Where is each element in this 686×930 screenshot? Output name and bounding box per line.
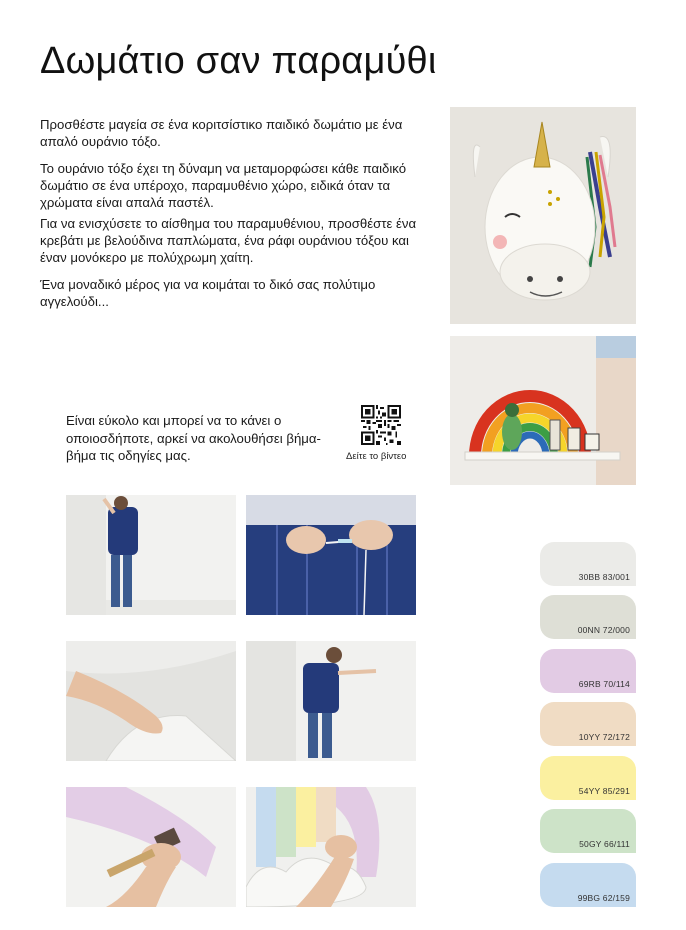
- swatch-code: 30BB 83/001: [578, 572, 630, 582]
- watch-video-label[interactable]: Δείτε το βίντεο: [346, 451, 407, 462]
- swatch-code: 10YY 72/172: [578, 732, 630, 742]
- color-swatch[interactable]: [540, 809, 636, 853]
- color-swatch[interactable]: [540, 595, 636, 639]
- step-photo-4: [246, 641, 416, 761]
- color-swatch[interactable]: [540, 649, 636, 693]
- easy-instructions-text: Είναι εύκολο και μπορεί να το κάνει ο οποιοσδήποτε, αρκεί να ακολουθήσει βήμα-βήμα τις οδηγίες μας.: [66, 413, 321, 463]
- color-swatch[interactable]: [540, 756, 636, 800]
- color-swatch[interactable]: [540, 702, 636, 746]
- swatch-code: 54YY 85/291: [578, 786, 630, 796]
- swatch-code: 00NN 72/000: [577, 625, 630, 635]
- color-swatch[interactable]: [540, 542, 636, 586]
- intro-paragraph-3: Για να ενισχύσετε το αίσθημα του παραμυθένιου, προσθέστε ένα κρεβάτι με βελούδινα παπλώματα, ένα ράφι ουράνιου τόξου και έναν μονόκερο με πολύχρωμη χαίτη.: [40, 216, 417, 265]
- color-swatch[interactable]: [540, 863, 636, 907]
- intro-text: [40, 116, 430, 320]
- unicorn-head-photo: [450, 107, 636, 324]
- intro-paragraph-1: Προσθέστε μαγεία σε ένα κοριτσίστικο παιδικό δωμάτιο με ένα απαλό ουράνιο τόξο.: [40, 117, 403, 149]
- intro-paragraph-4: Ένα μοναδικό μέρος για να κοιμάται το δικό σας πολύτιμο αγγελούδι...: [40, 277, 376, 309]
- page-title: Δωμάτιο σαν παραμύθι: [40, 40, 437, 82]
- step-photo-6: [246, 787, 416, 907]
- swatch-code: 50GY 66/111: [579, 839, 630, 849]
- step-photo-1: [66, 495, 236, 615]
- rainbow-shelf-photo: [450, 336, 636, 485]
- swatch-code: 99BG 62/159: [577, 893, 630, 903]
- intro-paragraph-2: Το ουράνιο τόξο έχει τη δύναμη να μεταμορφώσει κάθε παιδικό δωμάτιο σε ένα υπέροχο, παραμυθένιο χώρο, ειδικά όταν τα χρώματα είναι απαλά παστέλ.: [40, 161, 407, 210]
- step-photo-3: [66, 641, 236, 761]
- step-photo-2: [246, 495, 416, 615]
- qr-code[interactable]: [361, 405, 401, 445]
- step-photo-5: [66, 787, 236, 907]
- swatch-code: 69RB 70/114: [578, 679, 630, 689]
